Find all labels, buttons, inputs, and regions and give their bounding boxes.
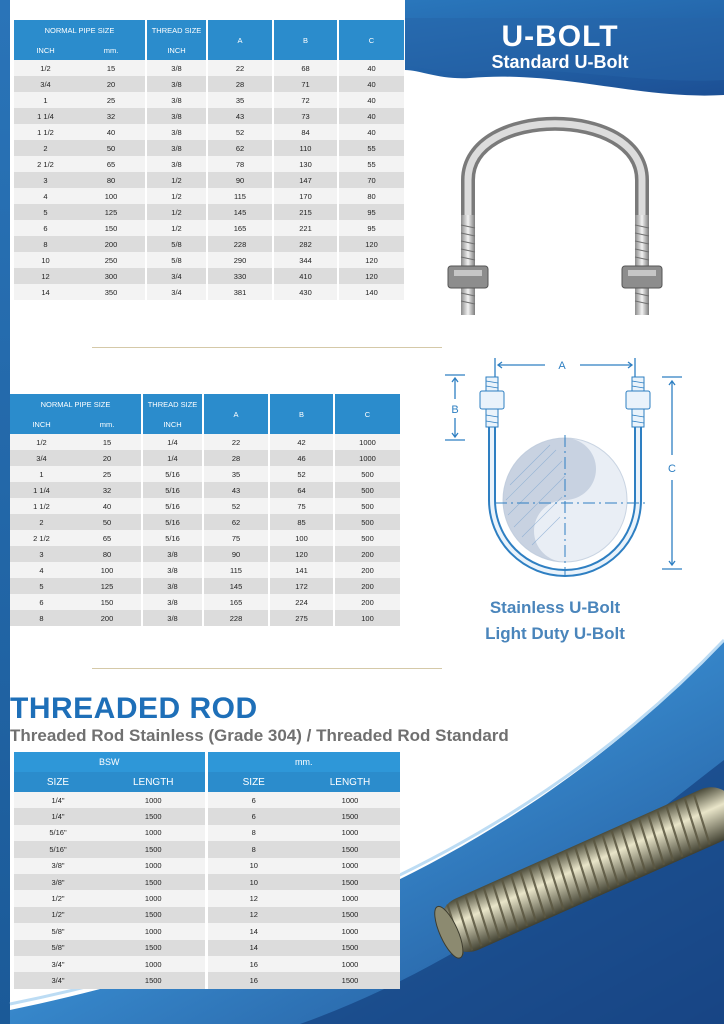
- table-row: [14, 874, 400, 890]
- header-c: C: [338, 20, 404, 60]
- table-cell: 215: [273, 204, 338, 220]
- table-cell: 3: [10, 546, 73, 562]
- table-cell: 1500: [300, 907, 400, 923]
- header-b: B: [269, 394, 334, 434]
- threaded-rod-subtitle: Threaded Rod Stainless (Grade 304) / Threaded Rod Standard: [10, 726, 509, 745]
- table-cell: 55: [338, 156, 404, 172]
- standard-table-body: [14, 60, 404, 300]
- table-row: [10, 466, 400, 482]
- table-cell: 1000: [300, 858, 400, 874]
- table-cell: 1 1/2: [10, 498, 73, 514]
- table-cell: 1 1/2: [14, 124, 77, 140]
- table-cell: 1500: [300, 874, 400, 890]
- table-cell: 1500: [102, 972, 206, 988]
- section-divider-2: [92, 668, 442, 669]
- header-thread-size: THREAD SIZE: [146, 20, 207, 40]
- table-cell: 228: [207, 236, 273, 252]
- table-cell: 3/8: [146, 156, 207, 172]
- table-cell: 350: [77, 284, 146, 300]
- table-cell: 344: [273, 252, 338, 268]
- table-cell: 3/8: [146, 60, 207, 76]
- table-cell: 71: [273, 76, 338, 92]
- table-cell: 4: [10, 562, 73, 578]
- table-row: [14, 841, 400, 857]
- table-cell: 85: [269, 514, 334, 530]
- table-cell: 84: [273, 124, 338, 140]
- table-cell: 275: [269, 610, 334, 626]
- table-row: [14, 808, 400, 824]
- table-cell: 3/4": [14, 972, 102, 988]
- table-cell: 3/8: [146, 140, 207, 156]
- table-cell: 145: [203, 578, 269, 594]
- table-cell: 200: [334, 546, 400, 562]
- header-inch: INCH: [10, 414, 73, 434]
- table-cell: 2: [10, 514, 73, 530]
- table-cell: 1 1/4: [10, 482, 73, 498]
- table-cell: 35: [207, 92, 273, 108]
- table-cell: 90: [207, 172, 273, 188]
- table-cell: 10: [14, 252, 77, 268]
- table-cell: 3/8: [142, 578, 203, 594]
- table-row: [14, 220, 404, 236]
- table-cell: 100: [77, 188, 146, 204]
- table-row: [14, 252, 404, 268]
- table-cell: 1/2": [14, 890, 102, 906]
- stainless-caption-line2: Light Duty U-Bolt: [485, 624, 625, 643]
- table-cell: 40: [73, 498, 142, 514]
- table-cell: 500: [334, 466, 400, 482]
- table-cell: 1500: [102, 808, 206, 824]
- table-cell: 40: [338, 92, 404, 108]
- table-cell: 3/4": [14, 956, 102, 972]
- table-cell: 3/8: [146, 92, 207, 108]
- table-cell: 5/16: [142, 482, 203, 498]
- table-cell: 221: [273, 220, 338, 236]
- table-cell: 5: [14, 204, 77, 220]
- table-cell: 15: [77, 60, 146, 76]
- table-cell: 170: [273, 188, 338, 204]
- ubolt-dimension-diagram: [440, 355, 690, 590]
- ubolt-subtitle: Standard U-Bolt: [491, 52, 629, 72]
- table-cell: 125: [77, 204, 146, 220]
- table-cell: 72: [273, 92, 338, 108]
- table-cell: 115: [203, 562, 269, 578]
- table-cell: 110: [273, 140, 338, 156]
- table-cell: 15: [73, 434, 142, 450]
- diagram-label-b: B: [451, 404, 459, 416]
- table-cell: 410: [273, 268, 338, 284]
- table-cell: 5/16: [142, 466, 203, 482]
- header-thread-inch: INCH: [146, 40, 207, 60]
- table-row: [10, 450, 400, 466]
- header-a: A: [203, 394, 269, 434]
- table-row: [14, 172, 404, 188]
- table-row: [14, 108, 404, 124]
- header-mm: mm.: [73, 414, 142, 434]
- table-row: [14, 92, 404, 108]
- table-cell: 62: [207, 140, 273, 156]
- table-cell: 52: [203, 498, 269, 514]
- header-thread-size: THREAD SIZE: [142, 394, 203, 414]
- table-cell: 300: [77, 268, 146, 284]
- table-row: [14, 124, 404, 140]
- table-cell: 5/16": [14, 841, 102, 857]
- table-cell: 40: [338, 76, 404, 92]
- table-cell: 1500: [102, 874, 206, 890]
- table-cell: 224: [269, 594, 334, 610]
- table-cell: 5/16: [142, 498, 203, 514]
- table-cell: 200: [73, 610, 142, 626]
- header-b: B: [273, 20, 338, 60]
- table-cell: 32: [73, 482, 142, 498]
- table-row: [10, 594, 400, 610]
- table-cell: 100: [269, 530, 334, 546]
- table-cell: 65: [77, 156, 146, 172]
- table-cell: 40: [338, 108, 404, 124]
- table-row: [14, 858, 400, 874]
- header-size-mm: SIZE: [206, 772, 300, 792]
- table-cell: 75: [203, 530, 269, 546]
- table-cell: 1500: [102, 841, 206, 857]
- table-cell: 250: [77, 252, 146, 268]
- table-cell: 141: [269, 562, 334, 578]
- table-cell: 43: [207, 108, 273, 124]
- table-cell: 1000: [300, 825, 400, 841]
- table-row: [14, 972, 400, 988]
- table-cell: 50: [77, 140, 146, 156]
- table-cell: 500: [334, 514, 400, 530]
- table-cell: 125: [73, 578, 142, 594]
- ubolt-title: U-BOLT: [501, 20, 619, 53]
- diagram-label-a: A: [558, 360, 566, 372]
- table-row: [14, 940, 400, 956]
- table-cell: 5/8: [146, 236, 207, 252]
- table-row: [10, 498, 400, 514]
- table-cell: 145: [207, 204, 273, 220]
- table-cell: 5/16: [142, 514, 203, 530]
- header-a: A: [207, 20, 273, 60]
- table-cell: 147: [273, 172, 338, 188]
- table-cell: 5/16": [14, 825, 102, 841]
- table-row: [10, 434, 400, 450]
- table-cell: 68: [273, 60, 338, 76]
- table-cell: 3/4: [14, 76, 77, 92]
- table-cell: 3/8: [142, 594, 203, 610]
- table-cell: 1/4: [142, 434, 203, 450]
- table-row: [14, 956, 400, 972]
- table-cell: 100: [73, 562, 142, 578]
- standard-ubolt-table: [14, 20, 404, 300]
- table-cell: 73: [273, 108, 338, 124]
- table-cell: 10: [206, 858, 300, 874]
- header-bsw: BSW: [14, 752, 206, 772]
- table-cell: 1000: [102, 890, 206, 906]
- table-cell: 200: [334, 578, 400, 594]
- table-row: [14, 268, 404, 284]
- table-cell: 1/2: [146, 172, 207, 188]
- table-cell: 500: [334, 482, 400, 498]
- ubolt-photo-illustration: [430, 85, 680, 325]
- table-cell: 1000: [300, 923, 400, 939]
- table-cell: 20: [77, 76, 146, 92]
- table-cell: 1/2: [146, 220, 207, 236]
- table-cell: 8: [206, 825, 300, 841]
- table-cell: 40: [338, 124, 404, 140]
- table-cell: 100: [334, 610, 400, 626]
- table-cell: 5/8: [146, 252, 207, 268]
- table-cell: 120: [338, 268, 404, 284]
- table-cell: 1: [14, 92, 77, 108]
- table-cell: 22: [207, 60, 273, 76]
- stainless-table-body: [10, 434, 400, 626]
- table-cell: 8: [14, 236, 77, 252]
- table-cell: 282: [273, 236, 338, 252]
- table-cell: 1/4": [14, 792, 102, 808]
- table-cell: 6: [206, 792, 300, 808]
- table-cell: 430: [273, 284, 338, 300]
- table-cell: 52: [269, 466, 334, 482]
- stainless-caption: [455, 595, 655, 647]
- table-cell: 3/8": [14, 874, 102, 890]
- table-cell: 1000: [300, 890, 400, 906]
- table-cell: 1/2: [10, 434, 73, 450]
- table-cell: 1000: [334, 450, 400, 466]
- table-cell: 1000: [102, 792, 206, 808]
- table-cell: 6: [10, 594, 73, 610]
- table-cell: 75: [269, 498, 334, 514]
- table-cell: 95: [338, 220, 404, 236]
- table-cell: 64: [269, 482, 334, 498]
- table-cell: 1500: [300, 841, 400, 857]
- table-cell: 1/2: [146, 204, 207, 220]
- table-cell: 55: [338, 140, 404, 156]
- table-cell: 1 1/4: [14, 108, 77, 124]
- table-cell: 28: [203, 450, 269, 466]
- table-cell: 150: [77, 220, 146, 236]
- table-cell: 1500: [300, 808, 400, 824]
- table-cell: 228: [203, 610, 269, 626]
- threaded-rod-illustration: [410, 770, 724, 980]
- table-cell: 1000: [102, 923, 206, 939]
- table-cell: 130: [273, 156, 338, 172]
- table-cell: 120: [269, 546, 334, 562]
- header-mm: mm.: [77, 40, 146, 60]
- table-cell: 172: [269, 578, 334, 594]
- table-cell: 10: [206, 874, 300, 890]
- table-cell: 6: [14, 220, 77, 236]
- table-row: [10, 546, 400, 562]
- table-row: [14, 76, 404, 92]
- table-row: [14, 156, 404, 172]
- table-cell: 20: [73, 450, 142, 466]
- table-cell: 65: [73, 530, 142, 546]
- table-cell: 1/2: [14, 60, 77, 76]
- table-cell: 1: [10, 466, 73, 482]
- table-row: [14, 284, 404, 300]
- table-cell: 381: [207, 284, 273, 300]
- table-cell: 1000: [102, 956, 206, 972]
- table-cell: 1/2": [14, 907, 102, 923]
- table-cell: 16: [206, 956, 300, 972]
- header-mm: mm.: [206, 752, 400, 772]
- table-cell: 12: [206, 890, 300, 906]
- table-cell: 2: [14, 140, 77, 156]
- table-cell: 52: [207, 124, 273, 140]
- table-cell: 8: [10, 610, 73, 626]
- table-row: [14, 792, 400, 808]
- table-cell: 5/16: [142, 530, 203, 546]
- table-cell: 120: [338, 236, 404, 252]
- header-size-bsw: SIZE: [14, 772, 102, 792]
- table-cell: 80: [77, 172, 146, 188]
- table-cell: 3: [14, 172, 77, 188]
- table-cell: 8: [206, 841, 300, 857]
- table-row: [14, 236, 404, 252]
- table-cell: 200: [77, 236, 146, 252]
- table-cell: 28: [207, 76, 273, 92]
- table-cell: 16: [206, 972, 300, 988]
- table-cell: 12: [14, 268, 77, 284]
- table-cell: 40: [77, 124, 146, 140]
- table-row: [14, 60, 404, 76]
- table-cell: 35: [203, 466, 269, 482]
- table-cell: 1000: [300, 792, 400, 808]
- table-cell: 6: [206, 808, 300, 824]
- table-cell: 200: [334, 594, 400, 610]
- table-cell: 1500: [102, 907, 206, 923]
- table-cell: 3/8: [146, 76, 207, 92]
- table-cell: 32: [77, 108, 146, 124]
- table-cell: 14: [206, 923, 300, 939]
- table-cell: 5/8": [14, 923, 102, 939]
- table-row: [10, 562, 400, 578]
- table-row: [14, 204, 404, 220]
- table-cell: 12: [206, 907, 300, 923]
- table-cell: 120: [338, 252, 404, 268]
- table-cell: 165: [203, 594, 269, 610]
- table-cell: 40: [338, 60, 404, 76]
- table-cell: 4: [14, 188, 77, 204]
- table-cell: 1000: [300, 956, 400, 972]
- header-length-bsw: LENGTH: [102, 772, 206, 792]
- table-cell: 80: [338, 188, 404, 204]
- table-row: [14, 140, 404, 156]
- table-cell: 1000: [334, 434, 400, 450]
- table-cell: 46: [269, 450, 334, 466]
- header-inch: INCH: [14, 40, 77, 60]
- table-cell: 43: [203, 482, 269, 498]
- table-cell: 25: [77, 92, 146, 108]
- table-row: [10, 530, 400, 546]
- table-cell: 78: [207, 156, 273, 172]
- table-cell: 500: [334, 498, 400, 514]
- table-cell: 290: [207, 252, 273, 268]
- table-row: [10, 514, 400, 530]
- table-row: [10, 482, 400, 498]
- table-cell: 14: [14, 284, 77, 300]
- header-length-mm: LENGTH: [300, 772, 400, 792]
- table-cell: 70: [338, 172, 404, 188]
- table-cell: 2 1/2: [14, 156, 77, 172]
- threaded-rod-table-body: [14, 792, 400, 989]
- table-cell: 3/4: [146, 284, 207, 300]
- diagram-label-c: C: [668, 463, 676, 475]
- table-cell: 5: [10, 578, 73, 594]
- table-cell: 115: [207, 188, 273, 204]
- table-row: [14, 890, 400, 906]
- table-cell: 3/4: [10, 450, 73, 466]
- section-divider-1: [92, 347, 442, 348]
- threaded-rod-table: [14, 752, 400, 989]
- table-cell: 330: [207, 268, 273, 284]
- table-cell: 5/8": [14, 940, 102, 956]
- table-row: [10, 578, 400, 594]
- table-cell: 1500: [102, 940, 206, 956]
- stainless-caption-line1: Stainless U-Bolt: [489, 598, 621, 617]
- table-cell: 3/8: [142, 562, 203, 578]
- threaded-rod-title: THREADED ROD: [10, 692, 258, 725]
- table-cell: 3/8: [142, 546, 203, 562]
- table-cell: 165: [207, 220, 273, 236]
- table-cell: 3/8": [14, 858, 102, 874]
- table-cell: 200: [334, 562, 400, 578]
- table-row: [14, 923, 400, 939]
- table-cell: 3/4: [146, 268, 207, 284]
- table-cell: 42: [269, 434, 334, 450]
- table-cell: 1500: [300, 940, 400, 956]
- table-cell: 1500: [300, 972, 400, 988]
- stainless-ubolt-table: [10, 394, 400, 626]
- header-pipe-size: NORMAL PIPE SIZE: [14, 20, 146, 40]
- table-cell: 3/8: [142, 610, 203, 626]
- table-cell: 3/8: [146, 108, 207, 124]
- table-cell: 90: [203, 546, 269, 562]
- header-pipe-size: NORMAL PIPE SIZE: [10, 394, 142, 414]
- table-row: [14, 907, 400, 923]
- table-cell: 1/4": [14, 808, 102, 824]
- table-cell: 50: [73, 514, 142, 530]
- table-cell: 22: [203, 434, 269, 450]
- table-cell: 80: [73, 546, 142, 562]
- table-cell: 150: [73, 594, 142, 610]
- table-cell: 1000: [102, 825, 206, 841]
- table-cell: 62: [203, 514, 269, 530]
- table-row: [10, 610, 400, 626]
- table-cell: 2 1/2: [10, 530, 73, 546]
- table-cell: 140: [338, 284, 404, 300]
- table-cell: 500: [334, 530, 400, 546]
- table-cell: 25: [73, 466, 142, 482]
- table-cell: 3/8: [146, 124, 207, 140]
- table-row: [14, 188, 404, 204]
- table-row: [14, 825, 400, 841]
- table-cell: 1000: [102, 858, 206, 874]
- table-cell: 1/2: [146, 188, 207, 204]
- table-cell: 95: [338, 204, 404, 220]
- table-cell: 1/4: [142, 450, 203, 466]
- header-c: C: [334, 394, 400, 434]
- header-thread-inch: INCH: [142, 414, 203, 434]
- table-cell: 14: [206, 940, 300, 956]
